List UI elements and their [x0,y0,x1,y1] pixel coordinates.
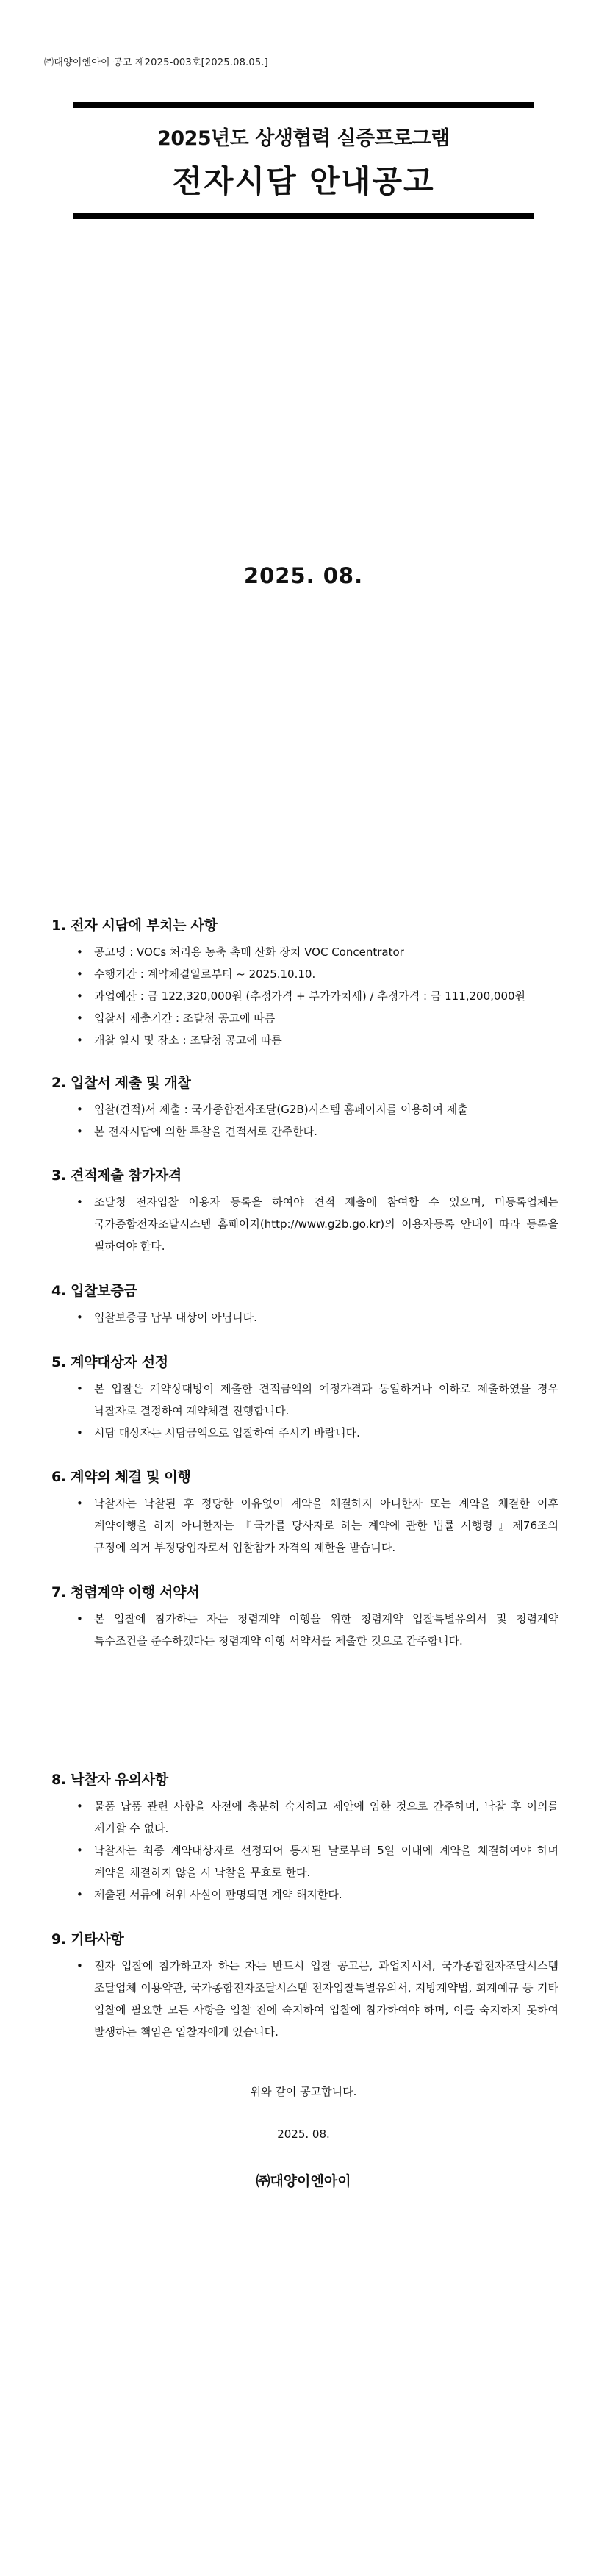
cover-date: 2025. 08. [243,563,364,588]
list-item: • 시담 대상자는 시담금액으로 입찰하여 주시기 바랍니다. [51,1422,558,1444]
list-item: • 본 입찰은 계약상대방이 제출한 견적금액의 예정가격과 동일하거나 이하로 제출하였을 경우 낙찰자로 결정하여 계약체결 진행합니다. [51,1378,558,1422]
section-title: 4. 입찰보증금 [51,1283,137,1299]
list-item: • 제출된 서류에 허위 사실이 판명되면 계약 해지한다. [51,1883,558,1906]
list-item: • 입찰보증금 납부 대상이 아닙니다. [51,1306,558,1328]
list-item: • 전자 입찰에 참가하고자 하는 자는 반드시 입찰 공고문, 과업지시서, 국가종합전자조달시스템 조달업체 이용약관, 국가종합전자조달시스템 전자입찰특별유의서, 지방계약법, 회계예규 등 기타 입찰에 필요한 모든 사항을 입찰 전에 숙지하여 입찰에 참가하여야 하며, 이를 숙지하지 못하여 발생하는 책임은 입찰자에게 있습니다. [51,1955,558,2043]
section-title: 6. 계약의 체결 및 이행 [51,1469,191,1485]
section-8 [51,1769,558,1906]
list-item: • 개찰 일시 및 장소 : 조달청 공고에 따름 [51,1029,558,1051]
section-6 [51,1466,558,1559]
closing-date: 2025. 08. [277,2128,330,2141]
section-title: 7. 청렴계약 이행 서약서 [51,1584,200,1600]
list-item: • 입찰(견적)서 제출 : 국가종합전자조달(G2B)시스템 홈페이지를 이용하여 제출 [51,1098,558,1120]
list-item: • 입찰서 제출기간 : 조달청 공고에 따름 [51,1007,558,1029]
section-1 [51,915,558,1051]
section-items [51,1306,558,1328]
title-top-rule [73,102,534,108]
section-items [51,1795,558,1906]
list-item: • 수행기간 : 계약체결일로부터 ~ 2025.10.10. [51,963,558,985]
section-5 [51,1351,558,1444]
list-item: • 조달청 전자입찰 이용자 등록을 하여야 견적 제출에 참여할 수 있으며, 미등록업체는 국가종합전자조달시스템 홈페이지(http://www.g2b.go.kr)의 이용자등록 안내에 따라 등록을 필하여야 한다. [51,1191,558,1257]
company-name: ㈜대양이엔아이 [256,2173,351,2189]
section-title: 8. 낙찰자 유의사항 [51,1772,168,1788]
list-item: • 낙찰자는 낙찰된 후 정당한 이유없이 계약을 체결하지 아니한자 또는 계약을 체결한 이후 계약이행을 하지 아니한자는 『국가를 당사자로 하는 계약에 관한 법률 시행령 』제76조의 규정에 의거 부정당업자로서 입찰참가 자격의 제한을 받습니다. [51,1492,558,1559]
section-items [51,1608,558,1652]
section-2 [51,1072,558,1142]
section-title: 9. 기타사항 [51,1931,124,1947]
section-items [51,1098,558,1142]
section-7 [51,1581,558,1652]
section-title: 5. 계약대상자 선정 [51,1354,168,1370]
list-item: • 물품 납품 관련 사항을 사전에 충분히 숙지하고 제안에 임한 것으로 간주하며, 낙찰 후 이의를 제기할 수 없다. [51,1795,558,1839]
section-3 [51,1164,558,1257]
section-items [51,941,558,1051]
section-items [51,1492,558,1559]
title-bottom-rule [73,213,534,219]
document-title: 전자시담 안내공고 [172,163,435,199]
list-item: • 과업예산 : 금 122,320,000원 (추정가격 + 부가가치세) / 추정가격 : 금 111,200,000원 [51,985,558,1007]
list-item: • 낙찰자는 최종 계약대상자로 선정되어 통지된 날로부터 5일 이내에 계약을 체결하여야 하며 계약을 체결하지 않을 시 낙찰을 무효로 한다. [51,1839,558,1883]
section-items [51,1378,558,1444]
closing-notice: 위와 같이 공고합니다. [250,2085,357,2098]
section-4 [51,1280,558,1328]
section-9 [51,1928,558,2043]
document-subtitle: 2025년도 상생협력 실증프로그램 [157,127,450,150]
list-item: • 본 전자시담에 의한 투찰을 견적서로 간주한다. [51,1120,558,1142]
section-items [51,1191,558,1257]
section-title: 3. 견적제출 참가자격 [51,1167,182,1184]
list-item: • 본 입찰에 참가하는 자는 청렴계약 이행을 위한 청렴계약 입찰특별유의서 및 청렴계약 특수조건을 준수하겠다는 청렴계약 이행 서약서를 제출한 것으로 간주합니다. [51,1608,558,1652]
document-number: ㈜대양이엔아이 공고 제2025-003호[2025.08.05.] [44,57,268,68]
list-item: • 공고명 : VOCs 처리용 농축 촉매 산화 장치 VOC Concentrator [51,941,558,963]
section-title: 2. 입찰서 제출 및 개찰 [51,1075,191,1091]
section-items [51,1955,558,2043]
section-title: 1. 전자 시담에 부치는 사항 [51,917,218,934]
